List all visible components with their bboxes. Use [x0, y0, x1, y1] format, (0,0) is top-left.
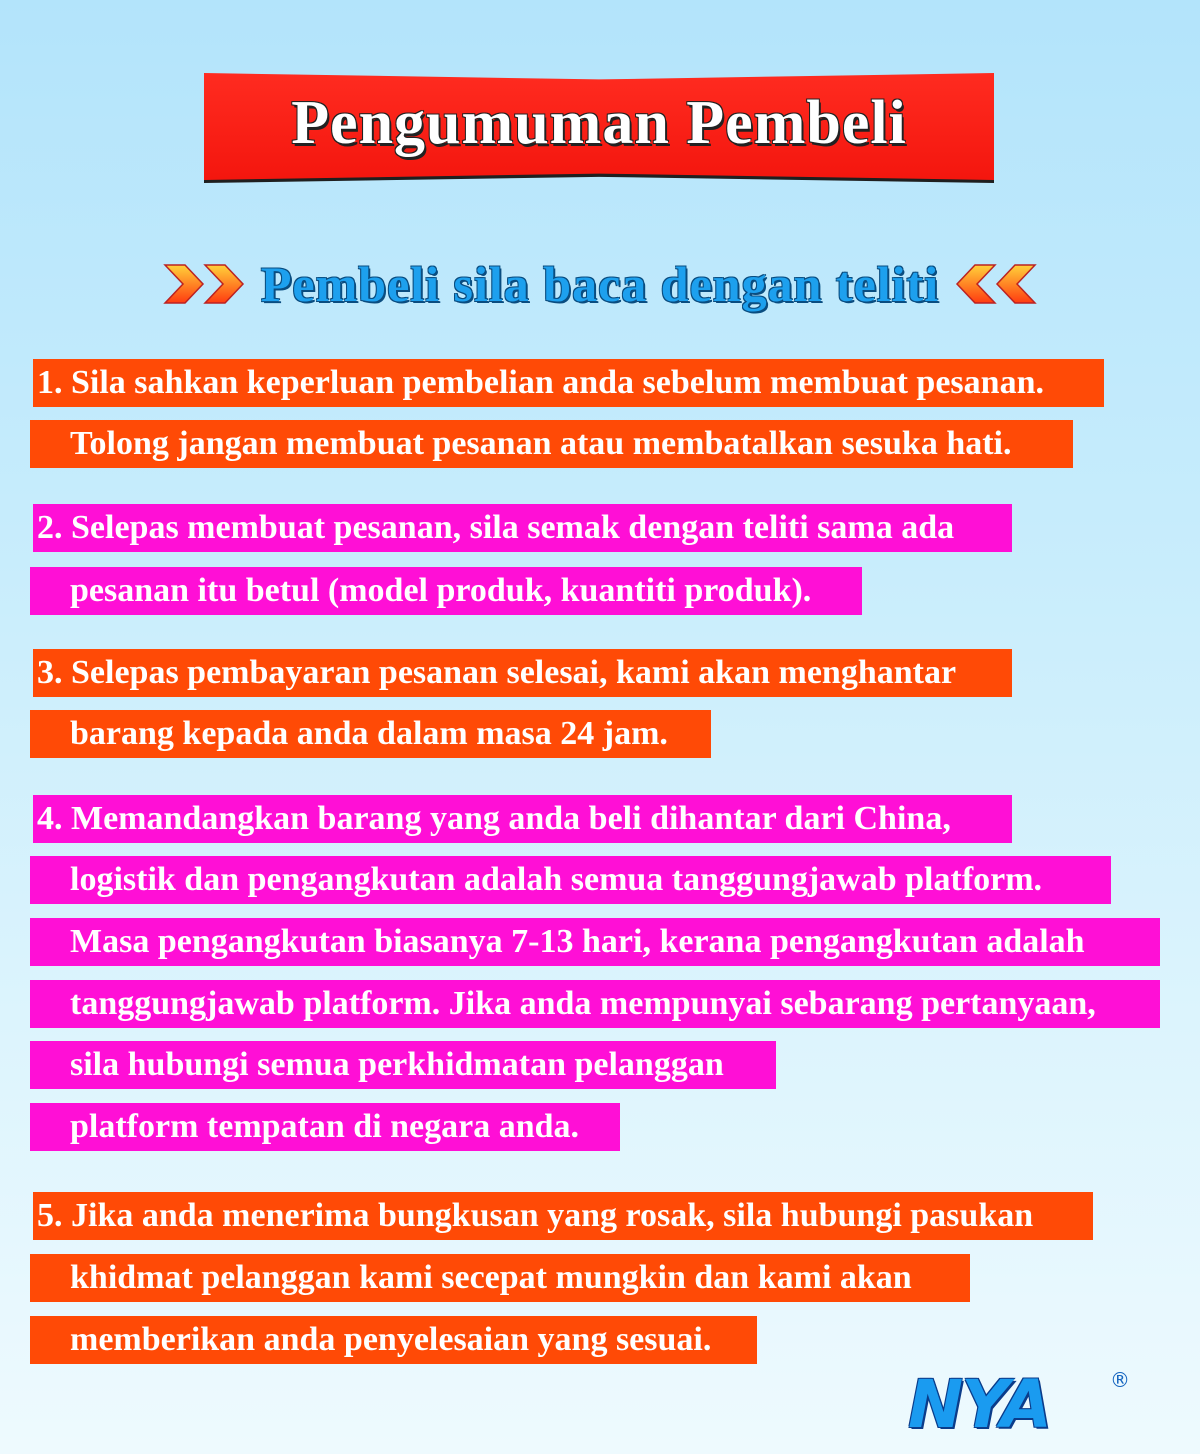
- notice-4-line-1: 4. Memandangkan barang yang anda beli dihantar dari China,: [33, 795, 1012, 843]
- notice-2-line-1: 2. Selepas membuat pesanan, sila semak dengan teliti sama ada: [33, 504, 1012, 552]
- notice-5-line-3: memberikan anda penyelesaian yang sesuai.: [30, 1316, 757, 1364]
- notice-3-line-2: barang kepada anda dalam masa 24 jam.: [30, 710, 711, 758]
- double-chevron-left-icon: [953, 261, 1039, 307]
- notice-2-line-2: pesanan itu betul (model produk, kuantiti produk).: [30, 567, 862, 615]
- brand-logo: [908, 1366, 1148, 1443]
- logo-text: NYA: [908, 1366, 1050, 1443]
- notice-4-line-6: platform tempatan di negara anda.: [30, 1103, 620, 1151]
- subtitle-row: [0, 248, 1200, 320]
- notice-3-line-1: 3. Selepas pembayaran pesanan selesai, kami akan menghantar: [33, 649, 1012, 697]
- notice-4-line-2: logistik dan pengangkutan adalah semua tanggungjawab platform.: [30, 856, 1111, 904]
- notice-4-line-5: sila hubungi semua perkhidmatan pelanggan: [30, 1041, 776, 1089]
- notice-1-line-1: 1. Sila sahkan keperluan pembelian anda sebelum membuat pesanan.: [33, 359, 1104, 407]
- page-title: Pengumuman Pembeli: [291, 88, 907, 157]
- notice-4-line-4: tanggungjawab platform. Jika anda mempunyai sebarang pertanyaan,: [30, 980, 1160, 1028]
- notice-5-line-1: 5. Jika anda menerima bungkusan yang rosak, sila hubungi pasukan: [33, 1192, 1093, 1240]
- double-chevron-right-icon: [161, 261, 247, 307]
- notice-1-line-2: Tolong jangan membuat pesanan atau membatalkan sesuka hati.: [30, 420, 1073, 468]
- subtitle: Pembeli sila baca dengan teliti: [260, 256, 940, 312]
- notice-4-line-3: Masa pengangkutan biasanya 7-13 hari, kerana pengangkutan adalah: [30, 918, 1160, 966]
- registered-mark: ®: [1110, 1368, 1130, 1392]
- notice-5-line-2: khidmat pelanggan kami secepat mungkin dan kami akan: [30, 1254, 970, 1302]
